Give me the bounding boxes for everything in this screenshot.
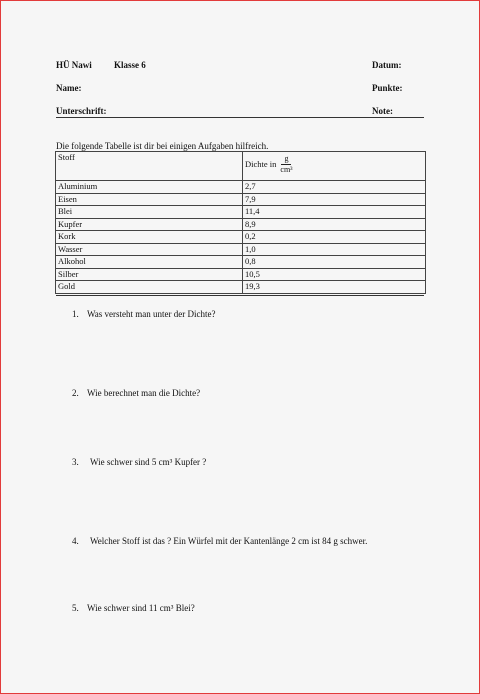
dichte-label: Dichte in: [245, 159, 277, 170]
class-label: Klasse 6: [114, 60, 146, 70]
name-label: Name:: [56, 83, 82, 93]
question-number: 2.: [72, 388, 79, 398]
question-number: 1.: [72, 309, 79, 319]
cell-dichte: 8,9: [243, 218, 426, 231]
table-row: [56, 268, 426, 281]
table-row: [56, 193, 426, 206]
cell-stoff: Silber: [56, 268, 243, 281]
question-1: [72, 309, 215, 319]
table-header-row: [56, 152, 426, 181]
question-text: Wie berechnet man die Dichte?: [87, 388, 201, 398]
table-row: [56, 218, 426, 231]
table-row: [56, 231, 426, 244]
cell-stoff: Eisen: [56, 193, 243, 206]
question-text: Was versteht man unter der Dichte?: [87, 309, 216, 319]
cell-dichte: 1,0: [243, 243, 426, 256]
table-row: [56, 243, 426, 256]
cell-dichte: 7,9: [243, 193, 426, 206]
date-label: Datum:: [372, 60, 402, 70]
cell-stoff: Kupfer: [56, 218, 243, 231]
table-row: [56, 256, 426, 269]
question-3: [72, 457, 206, 467]
cell-dichte: 10,5: [243, 268, 426, 281]
table-row: [56, 281, 426, 294]
cell-dichte: 0,8: [243, 256, 426, 269]
question-5: [72, 603, 195, 613]
question-text: Wie schwer sind 11 cm³ Blei?: [87, 603, 195, 613]
cell-stoff: Blei: [56, 206, 243, 219]
cell-dichte: 2,7: [243, 181, 426, 194]
table-intro: Die folgende Tabelle ist dir bei einigen Aufgaben hilfreich.: [56, 141, 269, 151]
cell-stoff: Aluminium: [56, 181, 243, 194]
subject-label: HÜ Nawi: [56, 60, 92, 70]
header-rule: [56, 117, 424, 118]
cell-stoff: Gold: [56, 281, 243, 294]
cell-stoff: Alkohol: [56, 256, 243, 269]
points-label: Punkte:: [372, 83, 403, 93]
question-4: [72, 536, 367, 546]
table-row: [56, 206, 426, 219]
table-rule: [56, 295, 424, 296]
col-header-dichte: [243, 152, 426, 181]
unit-numerator: g: [281, 155, 291, 165]
cell-dichte: 11,4: [243, 206, 426, 219]
question-text: Wie schwer sind 5 cm³ Kupfer ?: [90, 457, 207, 467]
question-number: 5.: [72, 603, 79, 613]
question-text: Welcher Stoff ist das ? Ein Würfel mit der Kantenlänge 2 cm ist 84 g schwer.: [90, 536, 368, 546]
unit-fraction: [280, 155, 292, 174]
col-header-stoff: Stoff: [56, 152, 243, 181]
signature-label: Unterschrift:: [56, 106, 107, 116]
cell-dichte: 19,3: [243, 281, 426, 294]
question-number: 4.: [72, 536, 79, 546]
cell-stoff: Kork: [56, 231, 243, 244]
unit-denominator: cm³: [280, 165, 293, 174]
grade-label: Note:: [372, 106, 393, 116]
question-number: 3.: [72, 457, 79, 467]
cell-dichte: 0,2: [243, 231, 426, 244]
density-table: [55, 151, 426, 294]
cell-stoff: Wasser: [56, 243, 243, 256]
table-row: [56, 181, 426, 194]
question-2: [72, 388, 200, 398]
